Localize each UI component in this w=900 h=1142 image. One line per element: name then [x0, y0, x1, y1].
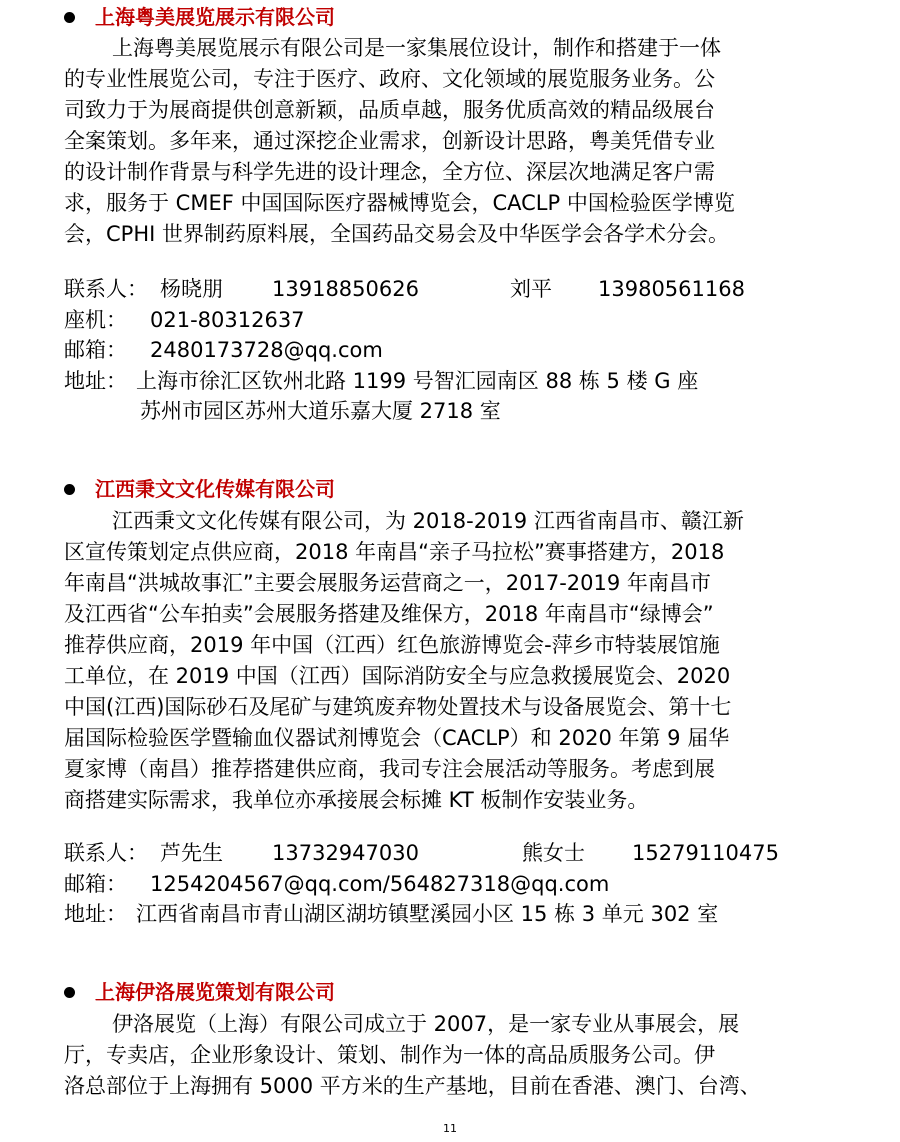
email-address: 1254204567@qq.com/564827318@qq.com — [150, 872, 610, 896]
company-name: 上海粤美展览展示有限公司 — [95, 5, 335, 29]
description-line: 中国(江西)国际砂石及尾矿与建筑废弃物处置技术与设备展览会、第十七 — [64, 695, 732, 719]
description-line: 的专业性展览公司，专注于医疗、政府、文化领域的展览服务业务。公 — [64, 67, 715, 91]
page-number: 11 — [443, 1122, 457, 1135]
contact-label: 联系人： — [64, 277, 148, 301]
email-label: 邮箱： — [64, 338, 127, 362]
description-line: 司致力于为展商提供创意新颖，品质卓越，服务优质高效的精品级展台 — [64, 98, 715, 122]
description-line: 年南昌“洪城故事汇”主要会展服务运营商之一，2017-2019 年南昌市 — [64, 571, 711, 595]
contact-name: 杨晓朋 — [160, 277, 223, 301]
description-line: 及江西省“公车拍卖”会展服务搭建及维保方，2018 年南昌市“绿博会” — [64, 602, 714, 626]
company-name: 上海伊洛展览策划有限公司 — [95, 980, 335, 1004]
description-line: 厅，专卖店，企业形象设计、策划、制作为一体的高品质服务公司。伊 — [64, 1043, 715, 1067]
landline-number: 021-80312637 — [150, 308, 305, 332]
company-heading — [64, 474, 335, 504]
bullet-icon — [64, 12, 75, 23]
description-line: 的设计制作背景与科学先进的设计理念，全方位、深层次地满足客户需 — [64, 160, 715, 184]
contact-phone: 13980561168 — [598, 277, 745, 301]
description-line: 会，CPHI 世界制药原料展，全国药品交易会及中华医学会各学术分会。 — [64, 222, 729, 246]
bullet-icon — [64, 987, 75, 998]
description-line: 届国际检验医学暨输血仪器试剂博览会（CACLP）和 2020 年第 9 届华 — [64, 726, 730, 750]
description-line: 商搭建实际需求，我单位亦承接展会标摊 KT 板制作安装业务。 — [64, 788, 649, 812]
description-line: 江西秉文文化传媒有限公司，为 2018-2019 江西省南昌市、赣江新 — [112, 509, 744, 533]
description-line: 全案策划。多年来，通过深挖企业需求，创新设计思路，粤美凭借专业 — [64, 129, 715, 153]
email-label: 邮箱： — [64, 872, 127, 896]
bullet-icon — [64, 484, 75, 495]
description-line: 区宣传策划定点供应商，2018 年南昌“亲子马拉松”赛事搭建方，2018 — [64, 540, 725, 564]
contact-label: 联系人： — [64, 841, 148, 865]
company-name: 江西秉文文化传媒有限公司 — [95, 477, 335, 501]
contact-phone: 13732947030 — [272, 841, 419, 865]
contact-phone: 15279110475 — [632, 841, 779, 865]
contact-phone: 13918850626 — [272, 277, 419, 301]
company-heading — [64, 2, 335, 32]
description-line: 上海粤美展览展示有限公司是一家集展位设计，制作和搭建于一体 — [112, 36, 721, 60]
address-label: 地址： — [64, 902, 127, 926]
address-line: 上海市徐汇区钦州北路 1199 号智汇园南区 88 栋 5 楼 G 座 — [136, 369, 699, 393]
description-line: 洛总部位于上海拥有 5000 平方米的生产基地，目前在香港、澳门、台湾、 — [64, 1074, 761, 1098]
description-line: 工单位，在 2019 中国（江西）国际消防安全与应急救援展览会、2020 — [64, 664, 731, 688]
address-label: 地址： — [64, 369, 127, 393]
description-line: 求，服务于 CMEF 中国国际医疗器械博览会，CACLP 中国检验医学博览 — [64, 191, 735, 215]
address-line: 苏州市园区苏州大道乐嘉大厦 2718 室 — [140, 399, 501, 423]
address-line: 江西省南昌市青山湖区湖坊镇墅溪园小区 15 栋 3 单元 302 室 — [136, 902, 719, 926]
description-line: 推荐供应商，2019 年中国（江西）红色旅游博览会-萍乡市特装展馆施 — [64, 633, 720, 657]
description-line: 伊洛展览（上海）有限公司成立于 2007，是一家专业从事展会，展 — [112, 1012, 740, 1036]
contact-name: 芦先生 — [160, 841, 223, 865]
landline-label: 座机： — [64, 308, 127, 332]
description-line: 夏家博（南昌）推荐搭建供应商，我司专注会展活动等服务。考虑到展 — [64, 757, 715, 781]
contact-name: 熊女士 — [522, 841, 585, 865]
contact-name: 刘平 — [510, 277, 552, 301]
company-heading — [64, 977, 335, 1007]
email-address: 2480173728@qq.com — [150, 338, 383, 362]
